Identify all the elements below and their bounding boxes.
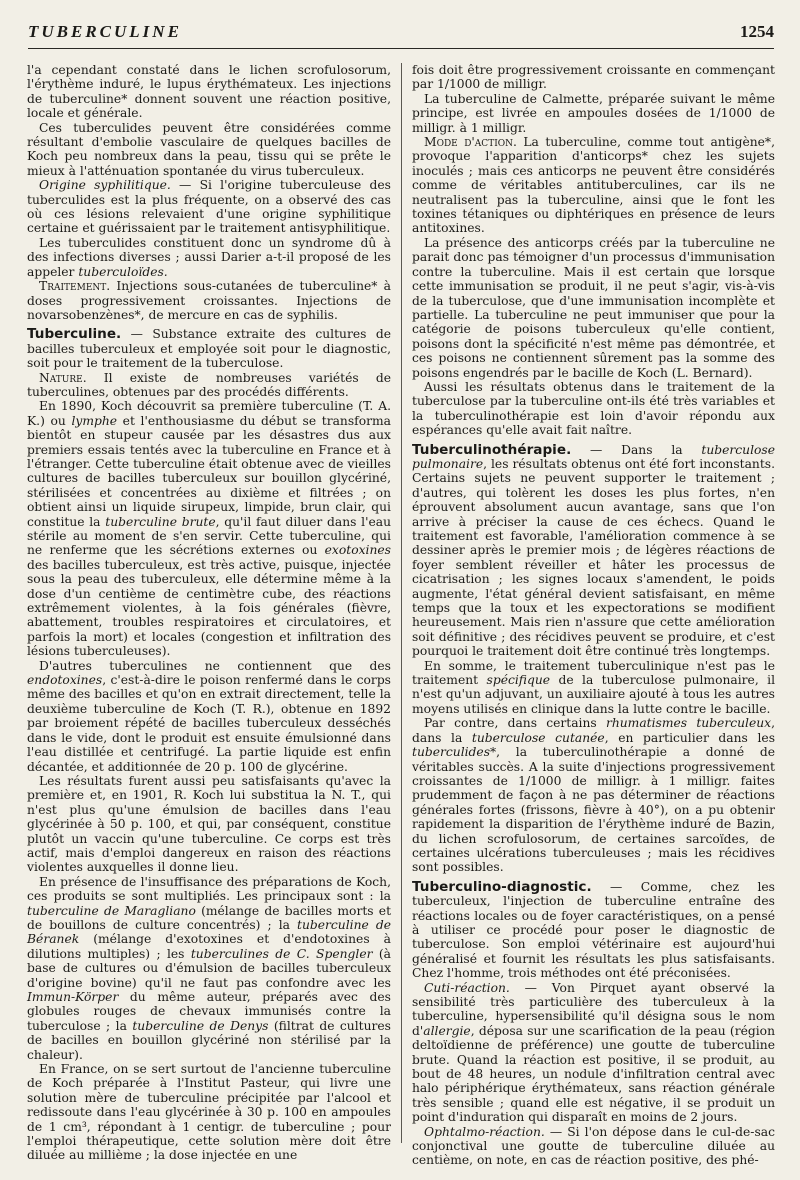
right-column: [412, 63, 775, 1168]
entry-headword: Tuberculine.: [27, 326, 122, 343]
paragraph: l'a cependant constaté dans le lichen scrofulosorum, l'érythème induré, le lupus érythémateux. Les injections de tuberculine* donnent souvent une réaction positive, locale et générale.: [27, 63, 391, 121]
subsection-label: Origine syphilitique.: [39, 178, 171, 193]
subsection-label: Mode d'action.: [424, 135, 517, 150]
page-header: [28, 16, 774, 49]
page-number: 1254: [740, 22, 774, 41]
entry-headword: Tuberculinothérapie.: [412, 441, 572, 458]
paragraph: Aussi les résultats obtenus dans le traitement de la tuberculose par la tuberculine ont-ils été très variables et la tuberculinothérapie est loin d'avoir répondu aux espérances qu'elle avait fait naître.: [412, 379, 775, 438]
subsection-label: Cuti-réaction.: [424, 980, 510, 995]
paragraph: En présence de l'insuffisance des préparations de Koch, ces produits se sont multipliés. Les principaux sont : la tuberculine de Maragliano (mélange de bacilles morts et de bouillons de culture concentrés) ; la tuberculine de Béranek (mélange d'exotoxines et d'endotoxines à dilutions multiples) ; les tuberculines de C. Spengler (à base de cultures ou d'émulsion de bacilles tuberculeux d'origine bovine) qu'il ne faut pas confondre avec les Immun-Körper du même auteur, préparés avec des globules rouges de chevaux immunisés contre la tuberculose ; la tuberculine de Denys (filtrat de cultures de bacilles en bouillon glycériné non stérilisé par la chaleur).: [27, 874, 392, 1062]
entry-tuberculinotherapie: Tuberculinothérapie. — Dans la tuberculose pulmonaire, les résultats obtenus ont été fort inconstants. Certains sujets ne peuvent supporter le traitement ; d'autres, qui tolèrent les doses les plus fortes, n'en éprouvent absolument aucun avantage, sans que l'on arrive à préciser la cause de ces échecs. Quand le traitement est favorable, l'amélioration commence à se dessiner après le premier mois ; de légères réactions de foyer semblent réveiller et hâter les processus de cicatrisation ; les signes locaux s'amendent, le poids augmente, l'état général devient satisfaisant, en même temps que la toux et les expectorations se modifient heureusement. Mais rien n'assure que cette amélioration soit définitive ; des récidives peuvent se produire, et c'est pourquoi le traitement doit être continué très longtemps.: [412, 441, 775, 659]
entry-tuberculino-diagnostic: Tuberculino-diagnostic. — Comme, chez les tuberculeux, l'injection de tuberculine entraîne des réactions locales ou de foyer caractéristiques, on a pensé à utiliser ce procédé pour poser le diagnostic de tuberculose. Son emploi vétérinaire est aujourd'hui généralisé et fournit les résultats les plus satisfaisants. Chez l'homme, trois méthodes ont été préconisées.: [412, 878, 775, 981]
left-column: [27, 63, 391, 1163]
entry-tuberculine: Tuberculine. — Substance extraite des cultures de bacilles tuberculeux et employée soit pour le diagnostic, soit pour le traitement de la tuberculose.: [27, 326, 391, 371]
paragraph: En somme, le traitement tuberculinique n'est pas le traitement spécifique de la tuberculose pulmonaire, il n'est qu'un adjuvant, un auxiliaire ajouté à tous les autres moyens utilisés en clinique dans la lutte contre le bacille.: [412, 658, 776, 716]
running-head: TUBERCULINE: [28, 22, 182, 41]
paragraph: La présence des anticorps créés par la tuberculine ne parait donc pas témoigner d'un processus d'immunisation contre la tuberculine. Mais il est certain que lorsque cette immunisation se produit, il ne peut s'agir, vis-à-vis de la tuberculose, que d'une immunisation incomplète et partielle. La tuberculine ne peut immuniser que pour la catégorie de poisons tuberculeux qu'elle contient, poisons dont la spécificité n'est même pas démontrée, et ces poisons ne contiennent sûrement pas la somme des poisons engendrés par le bacille de Koch (L. Bernard).: [412, 235, 775, 380]
paragraph: Traitement. Injections sous-cutanées de tuberculine* à doses progressivement croissantes. Injections de novarsobenzènes*, de mercure en cas de syphilis.: [27, 279, 391, 322]
paragraph: La tuberculine de Calmette, préparée suivant le même principe, est livrée en ampoules dosées de 1/1000 de milligr. à 1 milligr.: [412, 91, 775, 135]
paragraph: fois doit être progressivement croissante en commençant par 1/1000 de milligr.: [412, 63, 775, 92]
paragraph: Ces tuberculides peuvent être considérées comme résultant d'embolie vasculaire de quelques bacilles de Koch peu nombreux dans la peau, tissu qui se prête le mieux à l'atténuation spontanée du virus tuberculeux.: [27, 120, 391, 178]
paragraph: Nature. Il existe de nombreuses variétés de tuberculines, obtenues par des procédés différents.: [27, 370, 391, 399]
subsection-label: Nature.: [39, 370, 87, 385]
paragraph: Mode d'action. La tuberculine, comme tout antigène*, provoque l'apparition d'anticorps* chez les sujets inoculés ; mais ces anticorps ne peuvent être considérés comme de véritables antituberculines, car ils ne neutralisent pas la tuberculine, ainsi que le font les toxines tétaniques ou diphtériques en présence de leurs antitoxines.: [412, 135, 775, 236]
paragraph: D'autres tuberculines ne contiennent que des endotoxines, c'est-à-dire le poison renfermé dans le corps même des bacilles et qu'on en extrait directement, telle la deuxième tuberculine de Koch (T. R.), obtenue en 1892 par broiement répété de bacilles tuberculeux desséchés dans le vide, dont le produit est ensuite émulsionné dans l'eau distillée et centrifugé. La partie liquide est enfin décantée, et additionnée de 20 p. 100 de glycérine.: [27, 658, 391, 774]
subsection-label: Traitement.: [39, 279, 111, 294]
subsection-label: Ophtalmo-réaction.: [424, 1124, 545, 1139]
paragraph: Par contre, dans certains rhumatismes tuberculeux, dans la tuberculose cutanée, en particulier dans les tuberculides*, la tuberculinothérapie a donné de véritables succès. A la suite d'injections progressivement croissantes de 1/1000 de milligr. à 1 milligr. faites prudemment de façon à ne pas déterminer de réactions générales fortes (frissons, fièvre à 40°), on a pu obtenir rapidement la disparition de l'érythème induré de Bazin, du lichen scrofulosorum, de certaines sarcoïdes, de certaines ulcérations tuberculeuses ; mais les récidives sont possibles.: [412, 716, 776, 875]
paragraph: Ophtalmo-réaction. — Si l'on dépose dans le cul-de-sac conjonctival une goutte de tuberculine diluée au centième, on note, en cas de réaction positive, des phé-: [412, 1124, 775, 1168]
paragraph: Les résultats furent aussi peu satisfaisants qu'avec la première et, en 1901, R. Koch lui substitua la N. T., qui n'est plus qu'une émulsion de bacilles dans l'eau glycérinée à 50 p. 100, et qui, par conséquent, constitue plutôt un vaccin qu'une tuberculine. Ce corps est très actif, mais d'emploi dangereux en raison des réactions violentes auxquelles il donne lieu.: [27, 773, 391, 875]
paragraph: Cuti-réaction. — Von Pirquet ayant observé la sensibilité très particulière des tuberculeux à la tuberculine, hypersensibilité qu'il désigna sous le nom d'allergie, déposa sur une scarification de la peau (région deltoïdienne de préférence) une goutte de tuberculine brute. Quand la réaction est positive, il se produit, au bout de 48 heures, un nodule d'infiltration central avec halo périphérique érythémateux, sans réaction générale très sensible ; quand elle est négative, il se produit un point d'induration qui disparaît en moins de 2 jours.: [412, 980, 775, 1125]
paragraph: En France, on se sert surtout de l'ancienne tuberculine de Koch préparée à l'Institut Pasteur, qui livre une solution mère de tuberculine précipitée par l'alcool et redissoute dans l'eau glycérinée à 30 p. 100 en ampoules de 1 cm³, répondant à 1 centigr. de tuberculine ; pour l'emploi thérapeutique, cette solution mère doit être diluée au millième ; la dose injectée en une: [27, 1062, 391, 1163]
paragraph: Les tuberculides constituent donc un syndrome dû à des infections diverses ; aussi Darier a-t-il proposé de les appeler tuberculoïdes.: [27, 235, 391, 279]
paragraph: Origine syphilitique. — Si l'origine tuberculeuse des tuberculides est la plus fréquente, on a observé des cas où ces lésions relevaient d'une origine syphilitique certaine et guérissaient par le traitement antisyphilitique.: [27, 178, 391, 236]
paragraph: En 1890, Koch découvrit sa première tuberculine (T. A. K.) ou lymphe et l'enthousiasme du début se transforma bientôt en stupeur causée par les désastres dus aux premiers essais tentés avec la tuberculine en France et à l'étranger. Cette tuberculine était obtenue avec de vieilles cultures de bacilles tuberculeux sur bouillon glycériné, stérilisées et concentrées au dixième et filtrées ; on obtient ainsi un liquide sirupeux, limpide, brun clair, qui constitue la tuberculine brute, qu'il faut diluer dans l'eau stérile au moment de s'en servir. Cette tuberculine, qui ne renferme que les sécrétions externes ou exotoxines des bacilles tuberculeux, est très active, puisque, injectée sous la peau des tuberculeux, elle détermine même à la dose d'un centième de centimètre cube, des réactions extrêmement violentes, à la fois générales (fièvre, abattement, troubles respiratoires et circulatoires, et parfois la mort) et locales (congestion et infiltration des lésions tuberculeuses).: [27, 399, 391, 659]
entry-headword: Tuberculino-diagnostic.: [412, 878, 592, 895]
column-divider: [401, 63, 402, 1143]
